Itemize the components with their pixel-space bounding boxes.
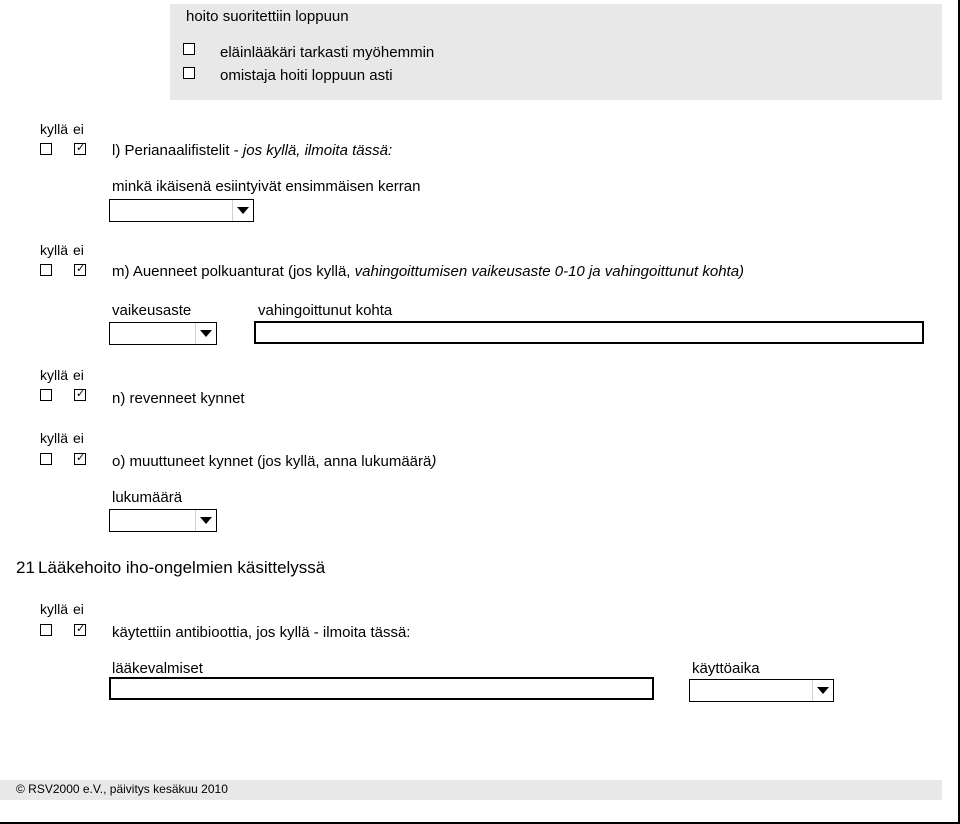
duration-dropdown[interactable] (689, 679, 834, 702)
question-o (112, 453, 436, 470)
question-l (112, 142, 392, 159)
section-21-heading (16, 558, 325, 578)
checkbox-antibiotic-no[interactable] (74, 624, 86, 636)
option-owner-finished: omistaja hoiti loppuun asti (220, 67, 393, 84)
treatment-heading: hoito suoritettiin loppuun (186, 8, 349, 25)
checkmark-icon: ✓ (76, 263, 86, 275)
count-label: lukumäärä (112, 489, 183, 506)
question-o-italic: ) (431, 453, 437, 470)
count-dropdown[interactable] (109, 509, 217, 532)
section-title: Lääkehoito iho-ongelmien käsittelyssä (37, 558, 326, 577)
checkmark-icon: ✓ (76, 623, 86, 635)
severity-label: vaikeusaste (112, 302, 192, 319)
yes-label: kyllä (40, 367, 69, 383)
checkbox-l-yes[interactable] (40, 143, 52, 155)
no-label: ei (73, 601, 84, 617)
checkbox-o-yes[interactable] (40, 453, 52, 465)
question-l-italic: jos kyllä, ilmoita tässä: (242, 142, 393, 159)
checkbox-n-no[interactable] (74, 389, 86, 401)
checkbox-o-no[interactable] (74, 453, 86, 465)
yes-label: kyllä (40, 242, 69, 258)
question-m-text: m) Auenneet polkuanturat (jos kyllä, (112, 263, 355, 280)
checkbox-n-yes[interactable] (40, 389, 52, 401)
checkbox-vet-checked-later[interactable] (183, 43, 195, 55)
severity-dropdown[interactable] (109, 322, 217, 345)
chevron-down-icon (812, 680, 833, 701)
antibiotic-question: käytettiin antibioottia, jos kyllä - ilmoita tässä: (112, 624, 411, 641)
checkbox-owner-finished[interactable] (183, 67, 195, 79)
yes-label: kyllä (40, 121, 69, 137)
checkmark-icon: ✓ (76, 388, 86, 400)
checkmark-icon: ✓ (76, 142, 86, 154)
question-l-text: l) Perianaalifistelit - (112, 142, 243, 159)
checkmark-icon: ✓ (76, 452, 86, 464)
damaged-area-input[interactable] (254, 321, 924, 344)
no-label: ei (73, 121, 84, 137)
medication-input[interactable] (109, 677, 654, 700)
checkbox-l-no[interactable] (74, 143, 86, 155)
checkbox-m-no[interactable] (74, 264, 86, 276)
chevron-down-icon (232, 200, 253, 221)
question-m (112, 263, 744, 280)
yes-label: kyllä (40, 430, 69, 446)
duration-label: käyttöaika (692, 660, 760, 677)
question-n: n) revenneet kynnet (112, 390, 245, 407)
no-label: ei (73, 430, 84, 446)
question-o-text: o) muuttuneet kynnet (jos kyllä, anna lukumäärä (112, 453, 432, 470)
question-l-sub: minkä ikäisenä esiintyivät ensimmäisen kerran (112, 178, 421, 195)
yes-label: kyllä (40, 601, 69, 617)
damaged-area-label: vahingoittunut kohta (258, 302, 393, 319)
checkbox-m-yes[interactable] (40, 264, 52, 276)
no-label: ei (73, 242, 84, 258)
checkbox-antibiotic-yes[interactable] (40, 624, 52, 636)
footer-copyright: © RSV2000 e.V., päivitys kesäkuu 2010 (16, 782, 228, 796)
question-m-italic: vahingoittumisen vaikeusaste 0-10 ja vahingoittunut kohta) (354, 263, 745, 280)
chevron-down-icon (195, 323, 216, 344)
no-label: ei (73, 367, 84, 383)
medication-label: lääkevalmiset (112, 660, 203, 677)
section-number: 21 (16, 558, 35, 577)
age-dropdown[interactable] (109, 199, 254, 222)
option-vet-checked-later: eläinlääkäri tarkasti myöhemmin (220, 44, 435, 61)
chevron-down-icon (195, 510, 216, 531)
